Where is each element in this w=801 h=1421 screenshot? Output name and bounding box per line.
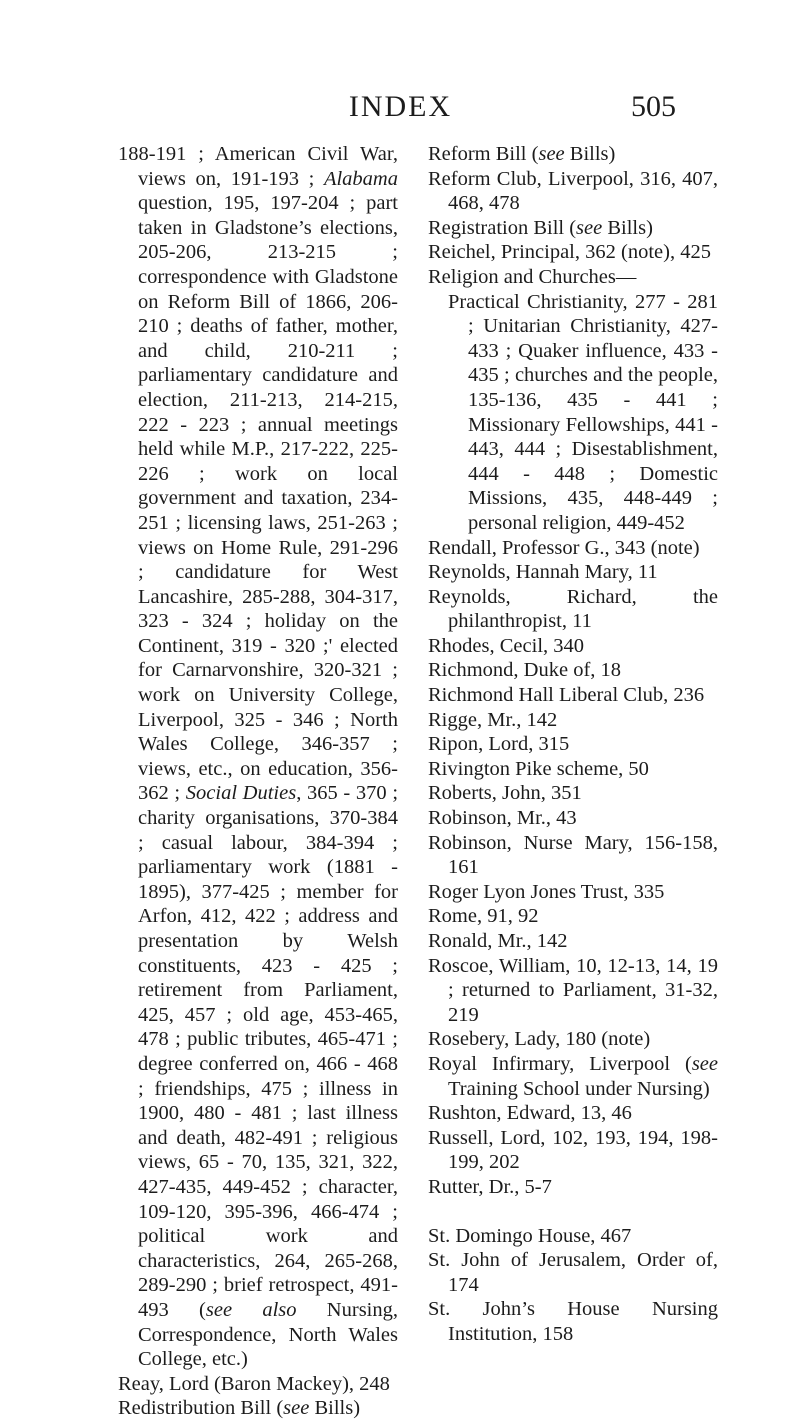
index-column-left (118, 142, 398, 1421)
index-entry-ronald: Ronald, Mr., 142 (428, 930, 568, 952)
letter-section-gap (428, 1200, 718, 1224)
index-column-right (428, 142, 718, 1347)
index-entry-redistribution-bill: Redistribution Bill (see Bills) (118, 1397, 361, 1420)
index-entry-robinson-mr: Robinson, Mr., 43 (428, 807, 577, 830)
index-entry-roberts: Roberts, John, 351 (428, 782, 582, 805)
index-entry-registration-bill: Registration Bill (see Bills) (428, 216, 653, 239)
index-entry-rosebery: Rosebery, Lady, 180 (note) (428, 1028, 651, 1051)
index-entry-religion-heading: Religion and Churches— (428, 265, 637, 288)
index-entry-rendall: Rendall, Professor G., 343 (note) (428, 536, 700, 559)
index-entry-rhodes: Rhodes, Cecil, 340 (428, 634, 585, 657)
index-entry-st-johns-house: St. John’s House Nursing Institution, 158 (428, 1298, 718, 1345)
index-entry-st-domingo: St. Domingo House, 467 (428, 1224, 632, 1247)
index-entry-ripon: Ripon, Lord, 315 (428, 733, 570, 756)
index-entry-russell: Russell, Lord, 102, 193, 194, 198-199, 202 (428, 1126, 718, 1174)
page-number: 505 (631, 90, 676, 123)
index-entry-st-john: St. John of Jerusalem, Order of, 174 (428, 1249, 718, 1296)
index-entry-rome: Rome, 91, 92 (428, 905, 539, 928)
index-entry-reay: Reay, Lord (Baron Mackey), 248 (118, 1372, 390, 1395)
index-entry-richmond-hall: Richmond Hall Liberal Club, 236 (428, 684, 705, 707)
index-entry-reynolds-hannah: Reynolds, Hannah Mary, 11 (428, 561, 658, 584)
index-entry-robinson-nurse: Robinson, Nurse Mary, 156-158, 161 (428, 831, 718, 879)
index-entry-roger-lyon: Roger Lyon Jones Trust, 335 (428, 880, 665, 903)
index-entry-richmond-duke: Richmond, Duke of, 18 (428, 659, 622, 682)
index-entry-reform-club: Reform Club, Liverpool, 316, 407, 468, 478 (428, 167, 718, 215)
page-header (0, 90, 801, 130)
index-entry-rushton: Rushton, Edward, 13, 46 (428, 1102, 632, 1125)
index-entry-gladstone-continued: 188-191 ; American Civil War, views on, 191-193 ; Alabama question, 195, 197-204 ; part taken in Gladstone’s elections, 205-206, 213-215 ; correspondence with Gladstone on Reform Bill of 1866, 206-210 ; deaths of father, mother, and child, 210-211 ; parliamentary candidature and election, 211-213, 214-215, 222 - 223 ; annual meetings held while M.P., 217-222, 225-226 ; work on local government and taxation, 234-251 ; licensing laws, 251-263 ; views on Home Rule, 291-296 ; candidature for West Lancashire, 285-288, 304-317, 323 - 324 ; holiday on the Continent, 319 - 320 ;' elected for Carnarvonshire, 320-321 ; work on University College, Liverpool, 325 - 346 ; North Wales College, 346-357 ; views, etc., on education, 356-362 ; Social Duties, 365 - 370 ; charity organisations, 370-384 ; casual labour, 384-394 ; parliamentary work (1881 - 1895), 377-425 ; member for Arfon, 412, 422 ; address and presentation by Welsh constituents, 423 - 425 ; retirement from Parliament, 425, 457 ; old age, 453-465, 478 ; public tributes, 465-471 ; degree conferred on, 466 - 468 ; friendships, 475 ; illness in 1900, 480 - 481 ; last illness and death, 482-491 ; religious views, 65 - 70, 135, 321, 322, 427-435, 449-452 ; character, 109-120, 395-396, 466-474 ; political work and characteristics, 264, 265-268, 289-290 ; brief retrospect, 491-493 (see also Nursing, Correspondence, North Wales College, etc.) (118, 143, 399, 1371)
index-entry-rigge: Rigge, Mr., 142 (428, 708, 558, 731)
index-entry-rutter: Rutter, Dr., 5-7 (428, 1175, 552, 1198)
page-title: INDEX (348, 90, 453, 123)
index-entry-reichel: Reichel, Principal, 362 (note), 425 (428, 241, 711, 264)
index-entry-royal-infirmary: Royal Infirmary, Liverpool (see Training School under Nursing) (428, 1052, 718, 1100)
index-subentry-religion: Practical Christianity, 277 - 281 ; Unitarian Christianity, 427-433 ; Quaker influence, 433 - 435 ; churches and the people, 135-136, 435 - 441 ; Missionary Fellowships, 441 - 443, 444 ; Disestablishment, 444 - 448 ; Domestic Missions, 435, 448-449 ; personal religion, 449-452 (448, 290, 718, 534)
index-entry-reform-bill: Reform Bill (see Bills) (428, 143, 616, 165)
index-entry-roscoe: Roscoe, William, 10, 12-13, 14, 19 ; returned to Parliament, 31-32, 219 (428, 954, 718, 1026)
index-entry-reynolds-richard: Reynolds, Richard, the philanthropist, 11 (428, 585, 718, 633)
index-entry-rivington: Rivington Pike scheme, 50 (428, 757, 649, 780)
